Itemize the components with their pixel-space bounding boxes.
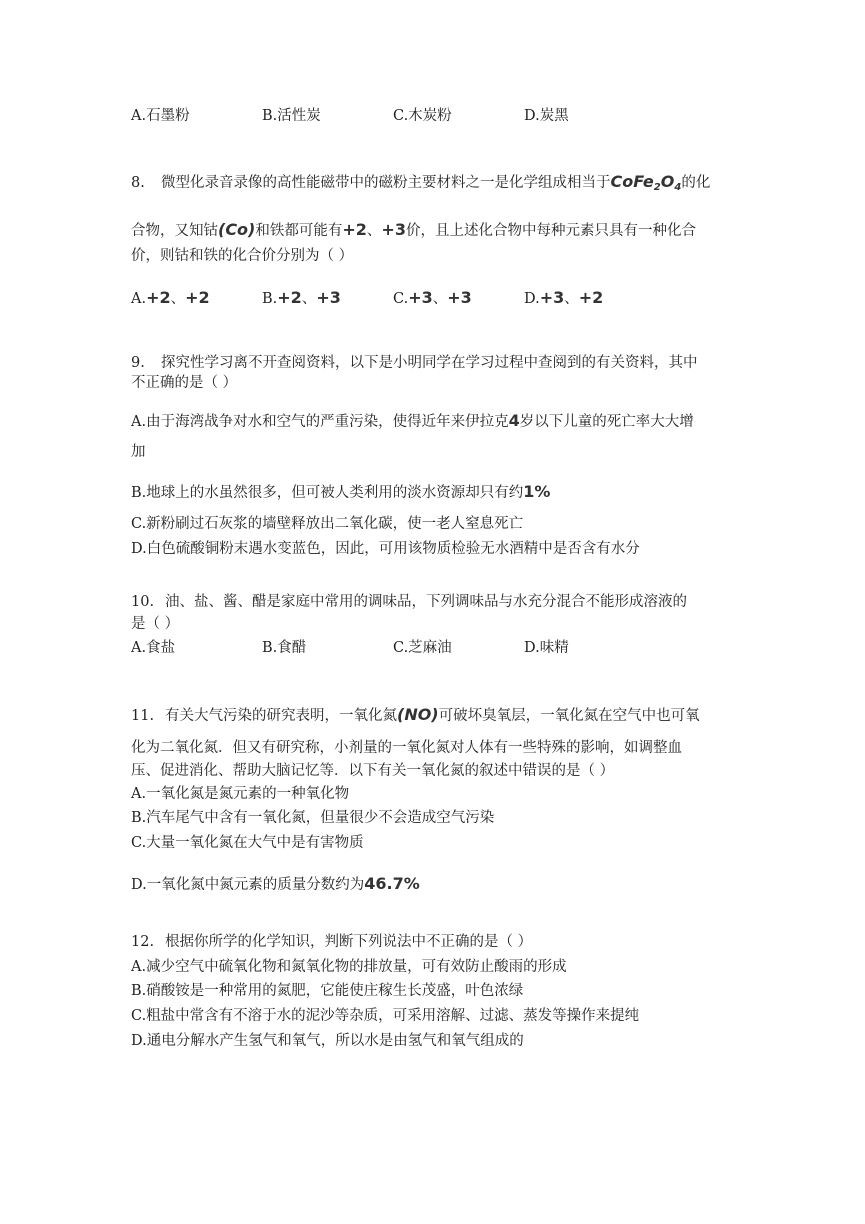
q10-option-b: B.食醋 xyxy=(262,640,307,656)
q9-option-b: B.地球上的水虽然很多，但可被人类利用的淡水资源却只有约1% xyxy=(131,482,551,501)
q7-option-d: D.炭黑 xyxy=(524,108,569,124)
q11-line-3: 压、促进消化、帮助大脑记忆等．以下有关一氧化氮的叙述中错误的是（ ） xyxy=(131,763,615,779)
q9-option-a: A.由于海湾战争对水和空气的严重污染，使得近年来伊拉克4岁以下儿童的死亡率大大增 xyxy=(131,411,694,430)
q8-line-1: 8. 微型化录音录像的高性能磁带中的磁粉主要材料之一是化学组成相当于CoFe2O4的化 xyxy=(131,172,711,193)
q11-number: 11. xyxy=(131,708,155,724)
q12-option-b: B.硝酸铵是一种常用的氮肥，它能使庄稼生长茂盛，叶色浓绿 xyxy=(131,983,524,999)
q9-number: 9. xyxy=(131,355,145,371)
q8-option-b: B.+2、+3 xyxy=(262,288,341,307)
q8-line-2: 合物，又知钴(Co)和铁都可能有+2、+3价，且上述化合物中每种元素只具有一种化合 xyxy=(131,220,696,239)
q12-option-a: A.减少空气中硫氧化物和氮氧化物的排放量，可有效防止酸雨的形成 xyxy=(131,959,567,975)
q11-option-b: B.汽车尾气中含有一氧化氮，但量很少不会造成空气污染 xyxy=(131,810,495,826)
q7-option-b: B.活性炭 xyxy=(262,108,321,124)
q9-line-2: 不正确的是（ ） xyxy=(131,375,238,391)
q12-line-1: 12. 根据你所学的化学知识，判断下列说法中不正确的是（ ） xyxy=(131,934,533,950)
q7-option-a: A.石墨粉 xyxy=(131,108,190,124)
q9-line-1: 9. 探究性学习离不开查阅资料，以下是小明同学在学习过程中查阅到的有关资料，其中 xyxy=(131,355,698,371)
q8-option-c: C.+3、+3 xyxy=(393,288,472,307)
formula-co: (Co) xyxy=(218,220,256,239)
q8-number: 8. xyxy=(131,175,145,191)
q11-line-1: 11. 有关大气污染的研究表明，一氧化氮(NO)可破坏臭氧层，一氧化氮在空气中也可氧 xyxy=(131,705,700,724)
q7-option-c: C.木炭粉 xyxy=(393,108,452,124)
q8-line-3: 价，则钴和铁的化合价分别为（ ） xyxy=(131,248,354,264)
q11-option-a: A.一氧化氮是氮元素的一种氧化物 xyxy=(131,786,350,802)
q11-option-d: D.一氧化氮中氮元素的质量分数约为46.7% xyxy=(131,874,420,893)
q9-option-c: C.新粉刷过石灰浆的墙壁释放出二氧化碳，使一老人窒息死亡 xyxy=(131,516,524,532)
q10-line-2: 是（ ） xyxy=(131,616,180,632)
q10-option-d: D.味精 xyxy=(524,640,569,656)
q10-line-1: 10. 油、盐、酱、醋是家庭中常用的调味品，下列调味品与水充分混合不能形成溶液的 xyxy=(131,594,687,610)
q9-option-d: D.白色硫酸铜粉末遇水变蓝色，因此，可用该物质检验无水酒精中是否含有水分 xyxy=(131,541,640,557)
q9-option-a-cont: 加 xyxy=(131,444,146,460)
formula-cofe2o4: CoFe2O4 xyxy=(610,172,682,193)
q10-option-c: C.芝麻油 xyxy=(393,640,452,656)
formula-no: (NO) xyxy=(397,705,439,724)
q10-number: 10. xyxy=(131,594,155,610)
q12-option-c: C.粗盐中常含有不溶于水的泥沙等杂质，可采用溶解、过滤、蒸发等操作来提纯 xyxy=(131,1008,640,1024)
q8-option-d: D.+3、+2 xyxy=(524,288,604,307)
q11-option-c: C.大量一氧化氮在大气中是有害物质 xyxy=(131,835,364,851)
q12-option-d: D.通电分解水产生氢气和氧气，所以水是由氢气和氧气组成的 xyxy=(131,1033,524,1049)
q10-option-a: A.食盐 xyxy=(131,640,176,656)
q12-number: 12. xyxy=(131,934,155,950)
q8-option-a: A.+2、+2 xyxy=(131,288,210,307)
q11-line-2: 化为二氧化氮．但又有研究称，小剂量的一氧化氮对人体有一些特殊的影响，如调整血 xyxy=(131,740,682,756)
